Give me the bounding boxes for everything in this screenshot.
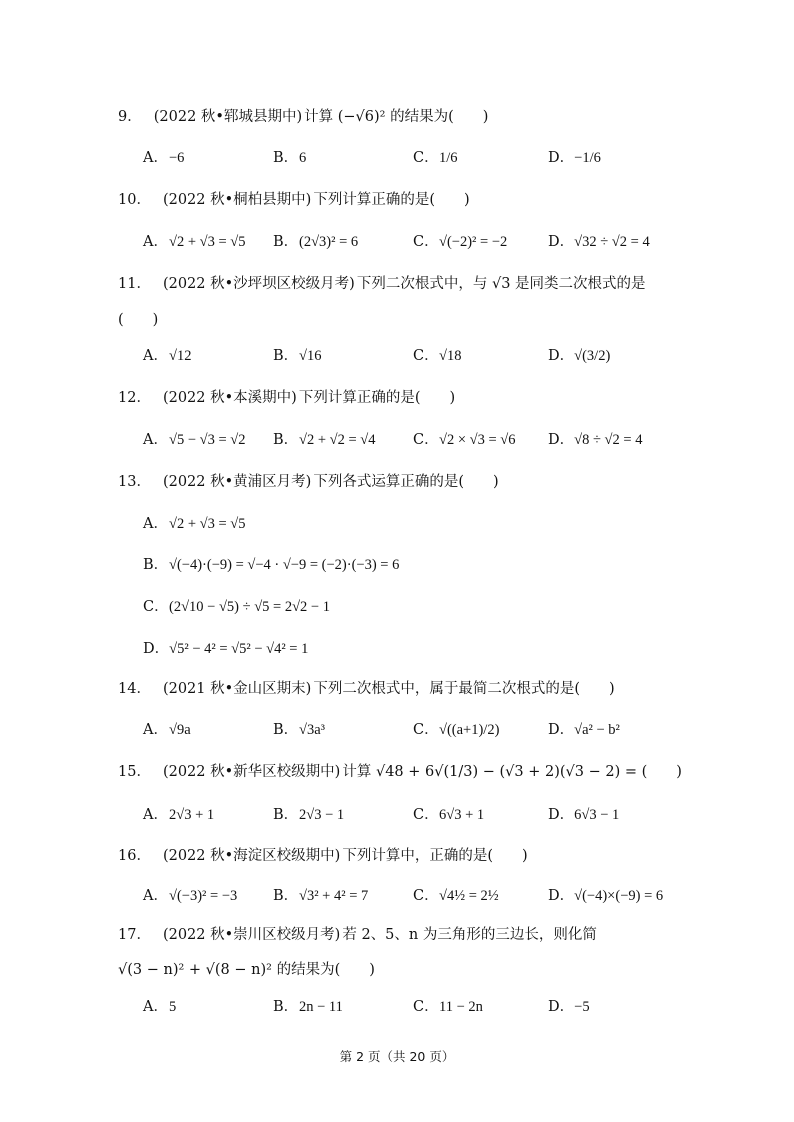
question-stem: 计算 (−√6)² 的结果为( ) [304, 109, 489, 125]
option-d: D．√5² − 4² = √5² − √4² = 1 [143, 641, 309, 657]
question-16 [118, 846, 528, 866]
question-number: 13． [118, 474, 151, 490]
question-stem: 下列二次根式中，属于最简二次根式的是( ) [313, 681, 615, 697]
option-d: D．−1/6 [548, 150, 601, 166]
option-b: B．√2 + √2 = √4 [273, 432, 376, 448]
option-a: A．√5 − √3 = √2 [143, 432, 246, 448]
option-c: C．√2 × √3 = √6 [413, 432, 516, 448]
question-11 [118, 274, 646, 294]
option-a: A．√2 + √3 = √5 [143, 516, 246, 532]
question-number: 17． [118, 927, 151, 943]
option-b: B．√3a³ [273, 722, 325, 738]
question-number: 16． [118, 848, 151, 864]
question-stem-continued: ( ) [118, 312, 159, 328]
option-d: D．−5 [548, 999, 590, 1015]
option-a: A．−6 [143, 150, 185, 166]
option-b: B．(2√3)² = 6 [273, 234, 359, 250]
question-stem: 下列计算正确的是( ) [298, 390, 456, 406]
option-a: A．√9a [143, 722, 191, 738]
option-c: C．√18 [413, 348, 462, 364]
question-source: (2022 秋•海淀区校级期中) [162, 848, 341, 864]
option-c: C．√4½ = 2½ [413, 888, 499, 904]
question-number: 14． [118, 681, 151, 697]
option-a: A．√12 [143, 348, 192, 364]
question-source: (2022 秋•崇川区校级月考) [162, 927, 341, 943]
option-b: B．2n − 11 [273, 999, 343, 1015]
option-b: B．√(−4)·(−9) = √−4 · √−9 = (−2)·(−3) = 6 [143, 557, 400, 573]
option-c: C．1/6 [413, 150, 458, 166]
question-14 [118, 679, 615, 699]
question-source: (2022 秋•郓城县期中) [153, 109, 303, 125]
option-d: D．√a² − b² [548, 722, 620, 738]
page-footer: 第 2 页（共 20 页） [339, 1049, 455, 1064]
question-number: 15． [118, 764, 151, 780]
option-d: D．√32 ÷ √2 = 4 [548, 234, 650, 250]
option-d: D．√8 ÷ √2 = 4 [548, 432, 643, 448]
question-9 [118, 107, 488, 127]
question-source: (2021 秋•金山区期末) [162, 681, 312, 697]
question-stem: 计算 √48 + 6√(1/3) − (√3 + 2)(√3 − 2) = ( ) [342, 764, 682, 780]
question-stem: 若 2、5、n 为三角形的三边长，则化简 [342, 927, 597, 943]
question-number: 10． [118, 192, 151, 208]
question-stem: 下列计算中，正确的是( ) [342, 848, 528, 864]
option-b: B．√3² + 4² = 7 [273, 888, 369, 904]
option-c: C．(2√10 − √5) ÷ √5 = 2√2 − 1 [143, 599, 330, 615]
option-c: C．6√3 + 1 [413, 807, 485, 823]
option-b: B．6 [273, 150, 307, 166]
option-b: B．√16 [273, 348, 322, 364]
question-13 [118, 472, 499, 492]
question-source: (2022 秋•桐柏县期中) [162, 192, 312, 208]
option-a: A．√2 + √3 = √5 [143, 234, 246, 250]
question-15 [118, 762, 682, 782]
question-source: (2022 秋•新华区校级期中) [162, 764, 341, 780]
option-d: D．6√3 − 1 [548, 807, 620, 823]
question-stem-continued: √(3 − n)² + √(8 − n)² 的结果为( ) [118, 962, 375, 978]
question-12 [118, 388, 455, 408]
option-b: B．2√3 − 1 [273, 807, 345, 823]
question-stem: 下列二次根式中，与 √3 是同类二次根式的是 [356, 276, 646, 292]
question-number: 9． [118, 109, 142, 125]
question-number: 11． [118, 276, 151, 292]
question-10 [118, 190, 470, 210]
question-source: (2022 秋•本溪期中) [162, 390, 297, 406]
option-a: A．5 [143, 999, 177, 1015]
option-c: C．√(−2)² = −2 [413, 234, 508, 250]
option-d: D．√(3/2) [548, 348, 611, 364]
question-source: (2022 秋•黄浦区月考) [162, 474, 312, 490]
question-stem: 下列计算正确的是( ) [313, 192, 470, 208]
option-c: C．11 − 2n [413, 999, 483, 1015]
question-number: 12． [118, 390, 151, 406]
option-d: D．√(−4)×(−9) = 6 [548, 888, 664, 904]
question-source: (2022 秋•沙坪坝区校级月考) [162, 276, 355, 292]
question-stem: 下列各式运算正确的是( ) [313, 474, 499, 490]
option-a: A．2√3 + 1 [143, 807, 215, 823]
question-17 [118, 925, 597, 945]
option-a: A．√(−3)² = −3 [143, 888, 238, 904]
option-c: C．√((a+1)/2) [413, 722, 500, 738]
